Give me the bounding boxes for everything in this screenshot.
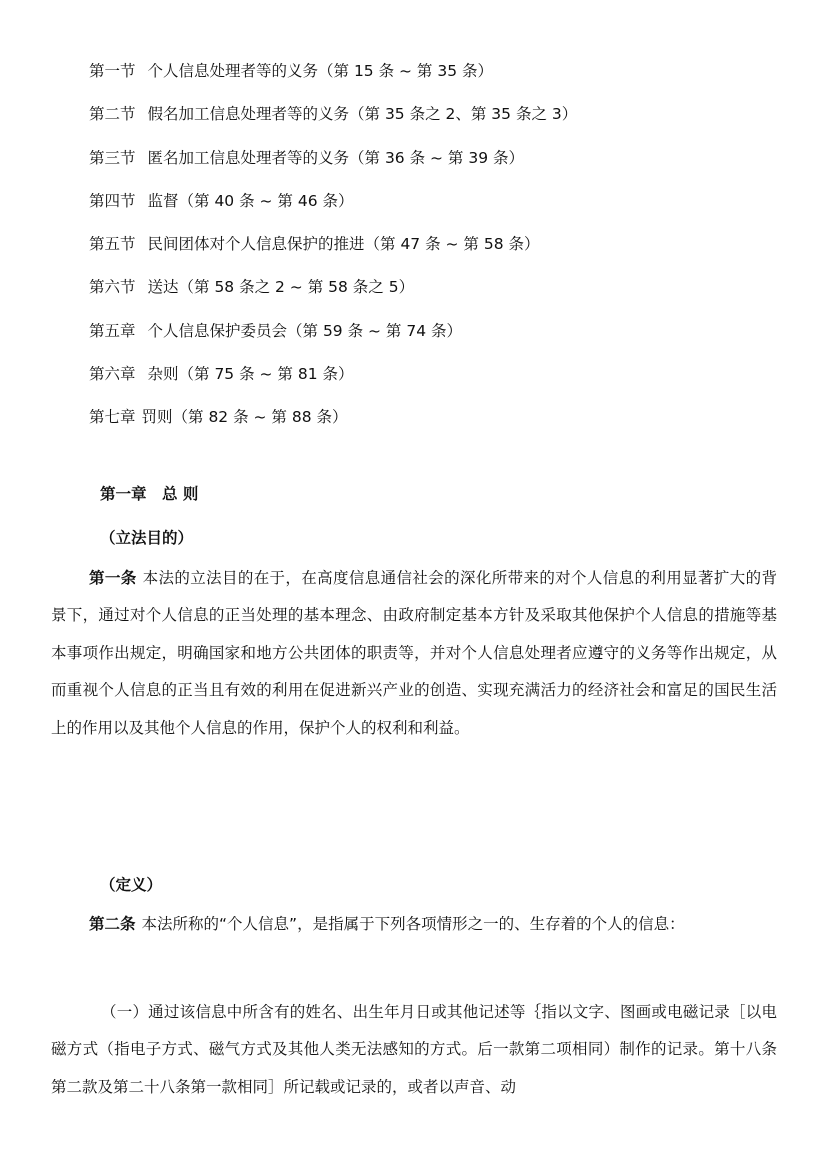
article-1-paragraph xyxy=(51,560,777,747)
toc-text: 送达（第 58 条之 2 ~ 第 58 条之 5） xyxy=(147,278,415,297)
article-text: 本法的立法目的在于，在高度信息通信社会的深化所带来的对个人信息的利用显著扩大的背景下，通过对个人信息的正当处理的基本理念、由政府制定基本方针及采取其他保护个人信息的措施等基本事项作出规定，明确国家和地方公共团体的职责等，并对个人信息处理者应遵守的义务等作出规定，从而重视个人信息的正当且有效的利用在促进新兴产业的创造、实现充满活力的经济社会和富足的国民生活上的作用以及其他个人信息的作用，保护个人的权利和利益。 xyxy=(51,569,777,737)
article-2-paragraph xyxy=(51,906,777,943)
toc-heading: 第六章 xyxy=(89,365,136,384)
toc-heading: 第一节 xyxy=(89,62,136,80)
article-2-item-1: （一）通过该信息中所含有的姓名、出生年月日或其他记述等｛指以文字、图画或电磁记录［以电磁方式（指电子方式、磁气方式及其他人类无法感知的方式。后一款第二项相同）制作的记录。第十八条第二款及第二十八条第一款相同］所记载或记录的，或者以声音、动 xyxy=(51,1003,777,1096)
toc-heading: 第五章 xyxy=(89,321,136,340)
toc-line xyxy=(89,234,789,255)
toc-text: 罚则（第 82 条 ~ 第 88 条） xyxy=(141,408,348,427)
article-label: 第二条 xyxy=(89,915,136,933)
article-text: 本法所称的“个人信息”，是指属于下列各项情形之一的、生存着的个人的信息： xyxy=(141,915,685,933)
toc-text: 监督（第 40 条 ~ 第 46 条） xyxy=(147,191,354,210)
article-caption: （定义） xyxy=(100,876,163,894)
toc-line xyxy=(89,364,789,385)
toc-heading: 第五节 xyxy=(89,235,136,254)
toc-heading: 第三节 xyxy=(89,148,136,167)
toc-heading: 第六节 xyxy=(89,278,136,297)
article-caption: （立法目的） xyxy=(100,529,194,547)
toc-text: 匿名加工信息处理者等的义务（第 36 条 ~ 第 39 条） xyxy=(147,148,525,167)
toc-line xyxy=(89,321,789,342)
toc-heading: 第七章 xyxy=(89,408,136,427)
toc-line xyxy=(89,277,789,298)
chapter-title: 第一章 总 则 xyxy=(100,485,199,503)
article-label: 第一条 xyxy=(89,569,137,587)
toc-line xyxy=(89,104,789,125)
toc-line xyxy=(89,148,789,169)
toc-line xyxy=(89,191,789,212)
table-of-contents xyxy=(89,61,789,451)
toc-text: 个人信息保护委员会（第 59 条 ~ 第 74 条） xyxy=(147,321,463,340)
toc-text: 杂则（第 75 条 ~ 第 81 条） xyxy=(147,365,354,384)
toc-line xyxy=(89,61,789,82)
toc-text: 个人信息处理者等的义务（第 15 条 ~ 第 35 条） xyxy=(147,62,494,80)
toc-line xyxy=(89,407,789,428)
toc-heading: 第四节 xyxy=(89,191,136,210)
toc-heading: 第二节 xyxy=(89,105,136,124)
toc-text: 民间团体对个人信息保护的推进（第 47 条 ~ 第 58 条） xyxy=(147,235,540,254)
toc-text: 假名加工信息处理者等的义务（第 35 条之 2、第 35 条之 3） xyxy=(147,105,578,124)
